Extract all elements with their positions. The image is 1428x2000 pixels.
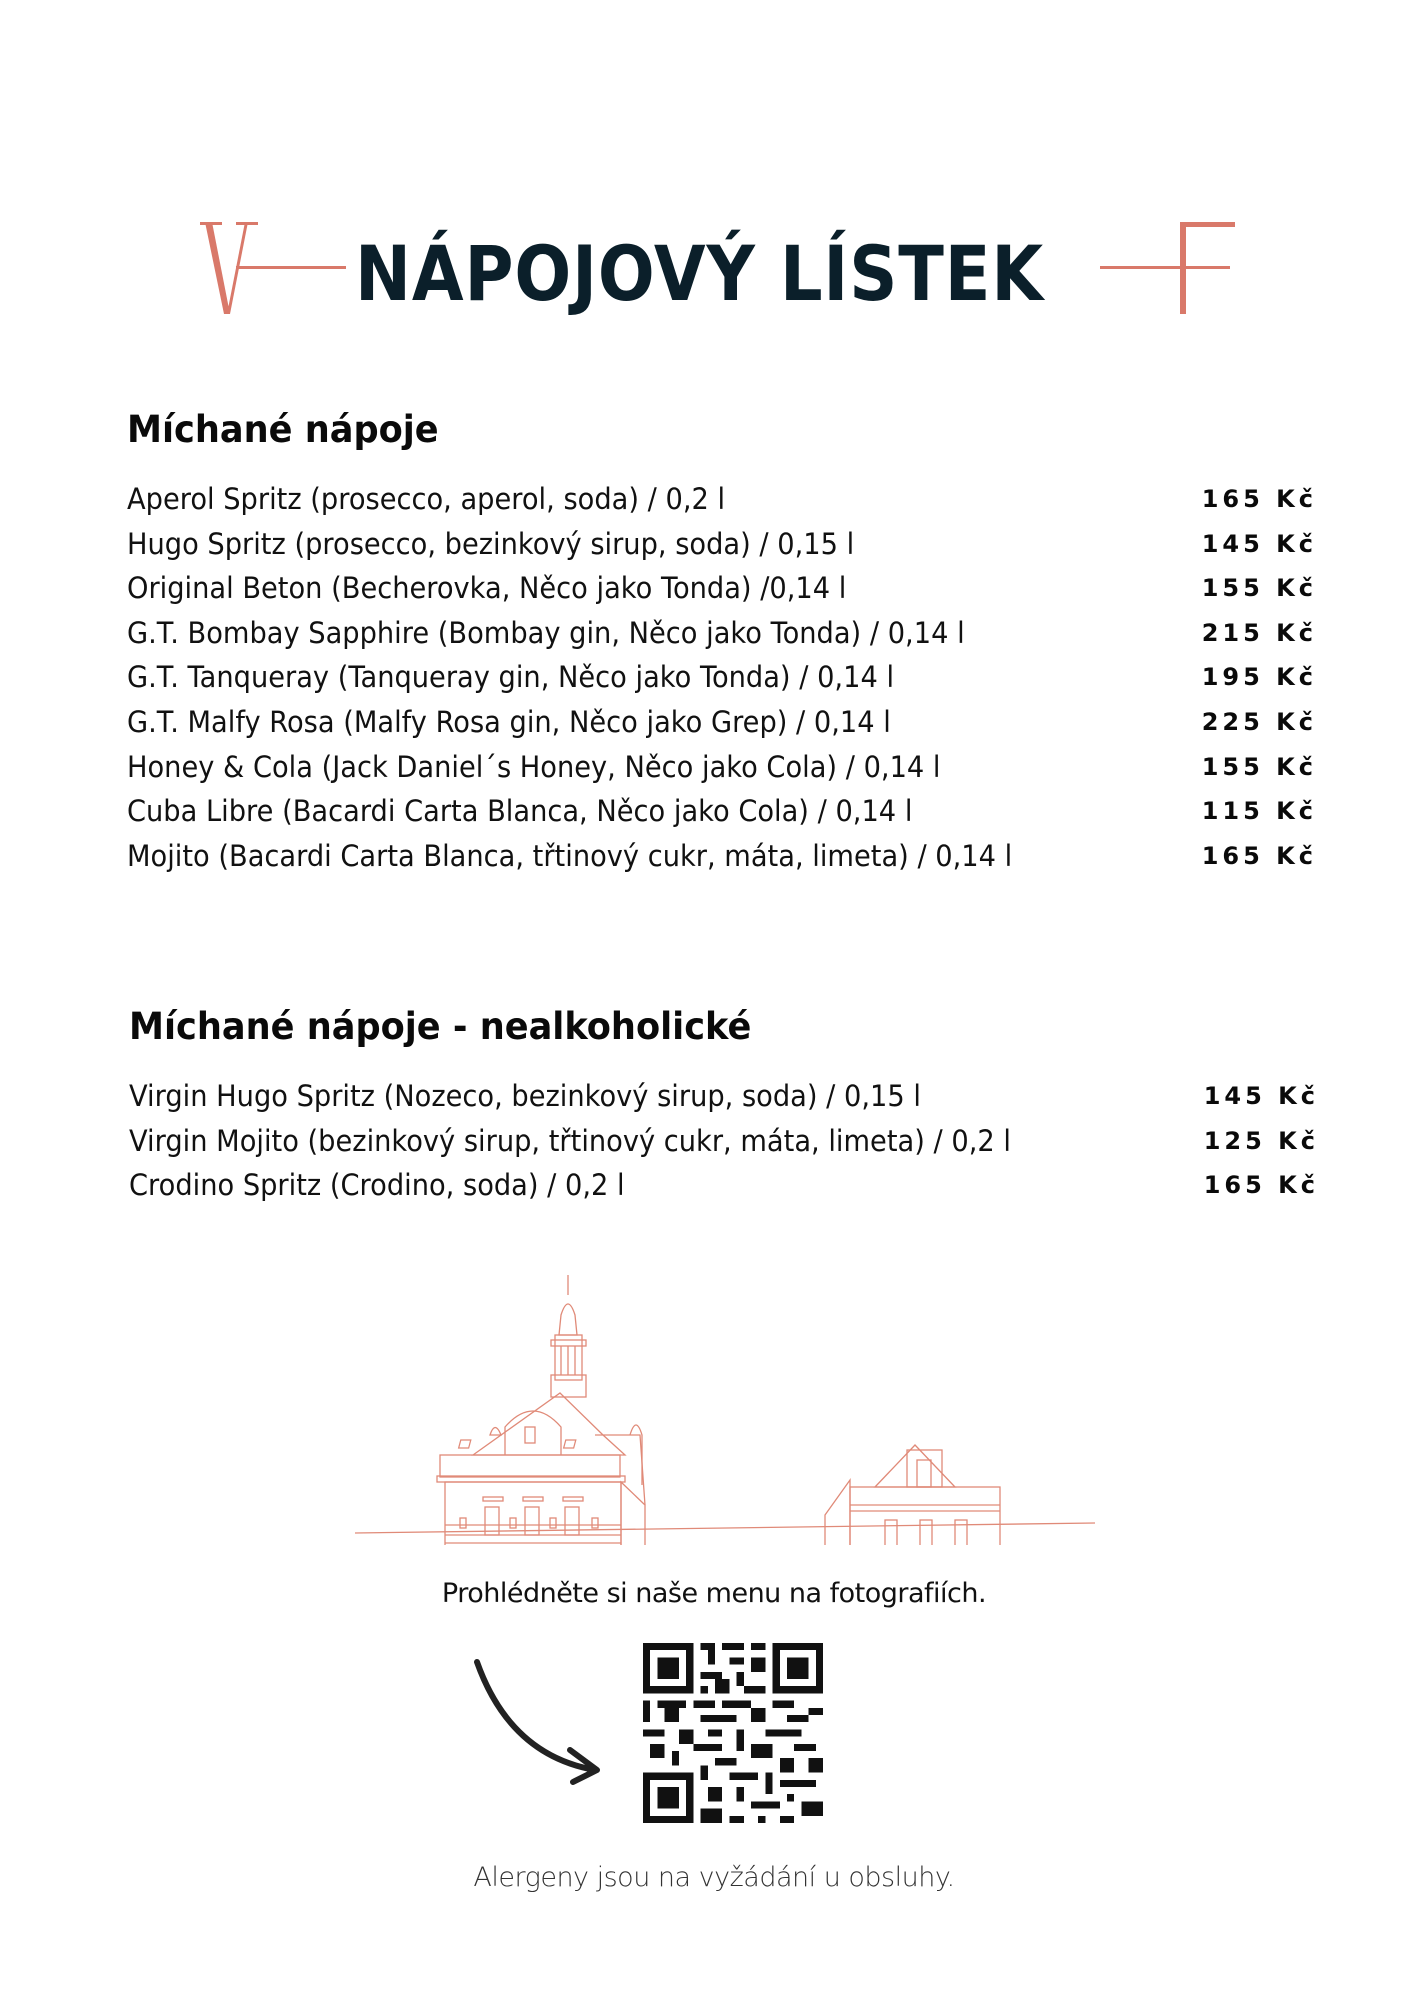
item-name: Cuba Libre (Bacardi Carta Blanca, Něco jako Cola) / 0,14 l xyxy=(127,794,913,829)
logo-v-icon xyxy=(200,222,350,322)
drink-list xyxy=(127,477,1327,878)
item-name: Mojito (Bacardi Carta Blanca, třtinový cukr, máta, limeta) / 0,14 l xyxy=(127,838,1013,873)
item-name: Virgin Hugo Spritz (Nozeco, bezinkový sirup, soda) / 0,15 l xyxy=(129,1079,921,1113)
item-name: Aperol Spritz (prosecco, aperol, soda) / 0,2 l xyxy=(127,482,726,516)
item-price: 225 Kč xyxy=(1201,707,1317,736)
section-title: Míchané nápoje xyxy=(127,408,439,451)
item-price: 155 Kč xyxy=(1201,752,1317,781)
item-price: 125 Kč xyxy=(1203,1126,1319,1155)
item-price: 195 Kč xyxy=(1201,663,1317,692)
item-price: 145 Kč xyxy=(1203,1082,1319,1110)
item-price: 165 Kč xyxy=(1203,1171,1319,1200)
allergen-note: Alergeny jsou na vyžádání u obsluhy. xyxy=(473,1862,955,1893)
item-price: 115 Kč xyxy=(1201,797,1317,826)
building-illustration-icon xyxy=(355,1275,1095,1545)
item-name: Crodino Spritz (Crodino, soda) / 0,2 l xyxy=(129,1168,625,1203)
menu-item xyxy=(127,611,1327,656)
section-title: Míchané nápoje - nealkoholické xyxy=(129,1005,752,1048)
menu-item xyxy=(129,1119,1329,1164)
logo-f-icon xyxy=(1100,222,1240,322)
item-name: Virgin Mojito (bezinkový sirup, třtinový cukr, máta, limeta) / 0,2 l xyxy=(129,1123,1011,1158)
menu-item xyxy=(127,700,1327,745)
item-name: Original Beton (Becherovka, Něco jako Tonda) /0,14 l xyxy=(127,571,847,606)
item-price: 215 Kč xyxy=(1201,618,1317,647)
item-price: 165 Kč xyxy=(1201,841,1317,870)
menu-item xyxy=(129,1163,1329,1208)
item-name: Hugo Spritz (prosecco, bezinkový sirup, soda) / 0,15 l xyxy=(127,526,855,561)
item-name: G.T. Malfy Rosa (Malfy Rosa gin, Něco jako Grep) / 0,14 l xyxy=(127,704,891,739)
photo-menu-note: Prohlédněte si naše menu na fotografiích. xyxy=(441,1578,987,1609)
item-price: 145 Kč xyxy=(1201,529,1317,558)
qr-code-icon[interactable] xyxy=(643,1643,823,1823)
menu-item xyxy=(127,834,1327,879)
curved-arrow-icon xyxy=(465,1650,605,1790)
drink-list xyxy=(129,1074,1329,1208)
item-price: 165 Kč xyxy=(1201,485,1317,513)
page-title: NÁPOJOVÝ LÍSTEK xyxy=(355,229,1045,318)
menu-item xyxy=(127,477,1327,522)
section-mixed-drinks xyxy=(127,405,1327,878)
menu-item xyxy=(127,655,1327,700)
menu-header xyxy=(200,210,1240,320)
item-name: Honey & Cola (Jack Daniel´s Honey, Něco jako Cola) / 0,14 l xyxy=(127,749,941,784)
menu-item xyxy=(127,522,1327,567)
item-price: 155 Kč xyxy=(1201,574,1317,603)
menu-item xyxy=(129,1074,1329,1119)
item-name: G.T. Tanqueray (Tanqueray gin, Něco jako Tonda) / 0,14 l xyxy=(127,660,895,695)
menu-item xyxy=(127,745,1327,790)
section-mixed-drinks-nonalcoholic xyxy=(129,1002,1329,1208)
item-name: G.T. Bombay Sapphire (Bombay gin, Něco jako Tonda) / 0,14 l xyxy=(127,615,965,650)
menu-item xyxy=(127,566,1327,611)
menu-item xyxy=(127,789,1327,834)
